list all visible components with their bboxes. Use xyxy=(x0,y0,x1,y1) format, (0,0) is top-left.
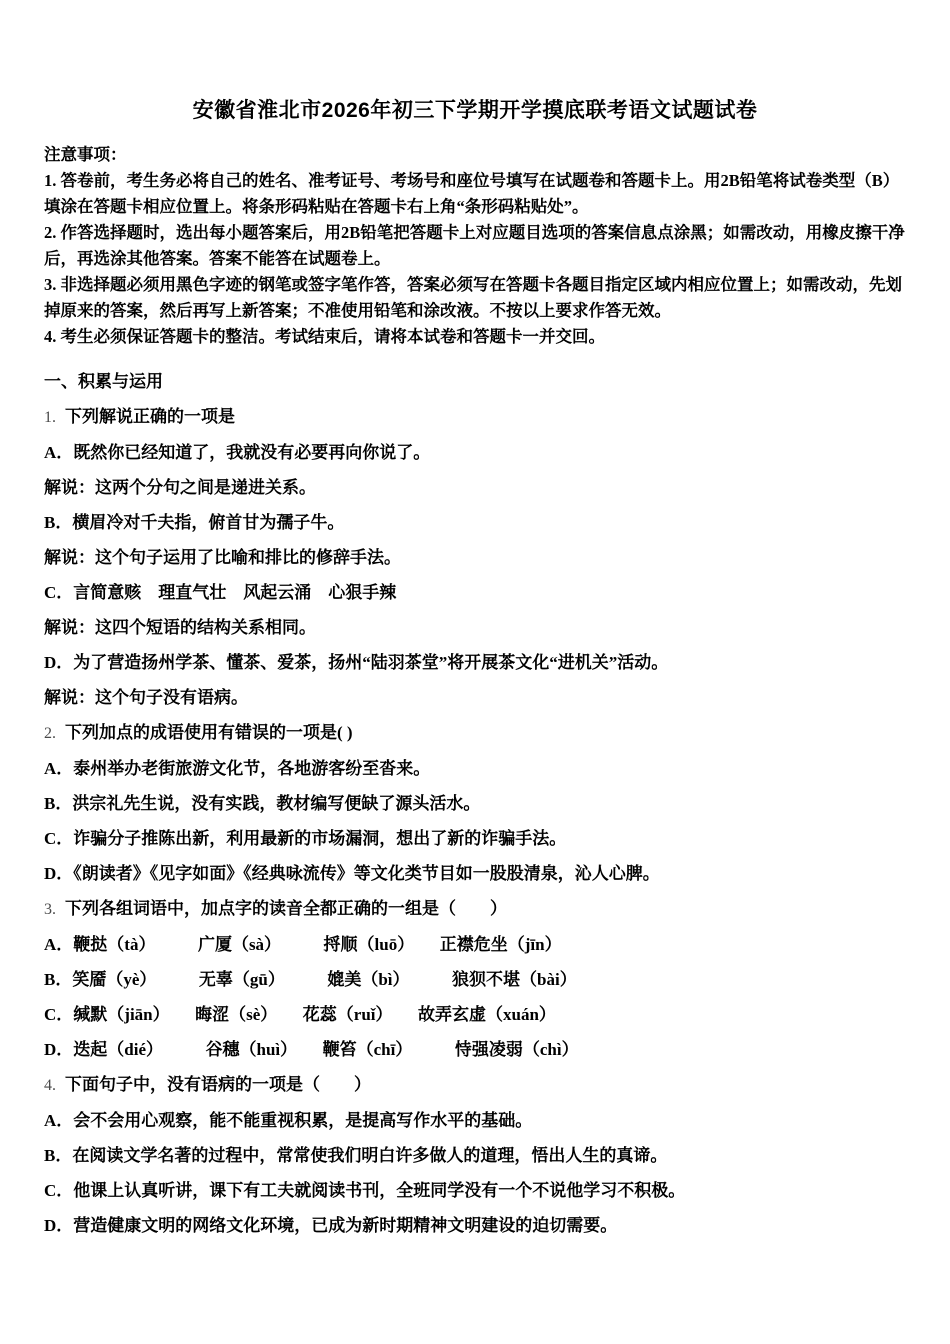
notice-item: 1. 答卷前，考生务必将自己的姓名、准考证号、考场号和座位号填写在试题卷和答题卡上。用2B铅笔将试卷类型（B）填涂在答题卡相应位置上。将条形码粘贴在答题卡右上角“条形码粘贴处”。 xyxy=(44,171,900,216)
question-1-option-c xyxy=(44,575,906,610)
option-text: 洪宗礼先生说，没有实践，教材编写便缺了源头活水。 xyxy=(72,794,481,813)
option-text: 泰州举办老街旅游文化节，各地游客纷至沓来。 xyxy=(73,759,431,778)
question-4-stem xyxy=(44,1067,906,1103)
notice-section xyxy=(44,142,906,350)
option-label: A． xyxy=(44,759,74,778)
question-1-explanation-a xyxy=(44,470,906,505)
option-text: 鞭挞（tà） 广厦（sà） 捋顺（luō） 正襟危坐（jīn） xyxy=(73,935,562,954)
option-text: 言简意赅 理直气壮 风起云涌 心狠手辣 xyxy=(73,583,397,602)
option-label: B． xyxy=(44,513,73,532)
question-stem-text: 下面句子中，没有语病的一项是（ ） xyxy=(65,1075,371,1094)
page-title: 安徽省淮北市2026年初三下学期开学摸底联考语文试题试卷 xyxy=(192,99,758,122)
question-3-option-a xyxy=(44,927,906,962)
question-2-stem xyxy=(44,715,906,751)
notice-item: 4. 考生必须保证答题卡的整洁。考试结束后，请将本试卷和答题卡一并交回。 xyxy=(44,327,605,346)
option-label: A． xyxy=(44,443,74,462)
option-label: D． xyxy=(44,1216,74,1235)
option-text: 诈骗分子推陈出新，利用最新的市场漏洞，想出了新的诈骗手法。 xyxy=(73,829,567,848)
question-stem-text: 下列解说正确的一项是 xyxy=(65,407,235,426)
question-4-option-b xyxy=(44,1138,906,1173)
option-label: B． xyxy=(44,970,73,989)
option-label: A． xyxy=(44,1111,74,1130)
question-3-option-d xyxy=(44,1032,906,1067)
option-text: 横眉冷对千夫指，俯首甘为孺子牛。 xyxy=(72,513,345,532)
option-label: D． xyxy=(44,653,74,672)
option-label: C． xyxy=(44,583,74,602)
question-stem-text: 下列加点的成语使用有错误的一项是( ) xyxy=(65,723,353,742)
option-label: A． xyxy=(44,935,74,954)
explanation-text: 解说：这四个短语的结构关系相同。 xyxy=(44,618,316,637)
option-label: C． xyxy=(44,1005,74,1024)
question-number: 4. xyxy=(44,1077,56,1094)
option-label: C． xyxy=(44,1181,74,1200)
option-label: D． xyxy=(44,864,74,883)
question-3-stem xyxy=(44,891,906,927)
notice-item: 2. 作答选择题时，选出每小题答案后，用2B铅笔把答题卡上对应题目选项的答案信息点涂黑；如需改动，用橡皮擦干净后，再选涂其他答案。答案不能答在试题卷上。 xyxy=(44,223,905,268)
question-1-option-d xyxy=(44,645,906,680)
question-2-option-d xyxy=(44,856,906,891)
option-text: 为了营造扬州学茶、懂茶、爱茶，扬州“陆羽茶堂”将开展茶文化“进机关”活动。 xyxy=(73,653,669,672)
option-text: 他课上认真听讲，课下有工夫就阅读书刊，全班同学没有一个不说他学习不积极。 xyxy=(73,1181,686,1200)
question-1-explanation-c xyxy=(44,610,906,645)
question-number: 3. xyxy=(44,901,56,918)
option-text: 笑靥（yè） 无辜（gū） 媲美（bì） 狼狈不堪（bài） xyxy=(72,970,577,989)
question-3-option-c xyxy=(44,997,906,1032)
question-4-option-d xyxy=(44,1208,906,1243)
option-label: B． xyxy=(44,1146,73,1165)
question-number: 2. xyxy=(44,725,56,742)
option-text: 缄默（jiān） 晦涩（sè） 花蕊（ruǐ） 故弄玄虚（xuán） xyxy=(73,1005,556,1024)
questions-section xyxy=(44,364,906,1243)
option-text: 在阅读文学名著的过程中，常常使我们明白许多做人的道理，悟出人生的真谛。 xyxy=(72,1146,668,1165)
option-label: B． xyxy=(44,794,73,813)
question-2-option-b xyxy=(44,786,906,821)
explanation-text: 解说：这个句子没有语病。 xyxy=(44,688,248,707)
question-2-option-a xyxy=(44,751,906,786)
question-1-explanation-b xyxy=(44,540,906,575)
question-1-explanation-d xyxy=(44,680,906,715)
question-2-option-c xyxy=(44,821,906,856)
question-1-option-b xyxy=(44,505,906,540)
option-text: 会不会用心观察，能不能重视积累，是提高写作水平的基础。 xyxy=(73,1111,533,1130)
question-4-option-a xyxy=(44,1103,906,1138)
option-text: 既然你已经知道了，我就没有必要再向你说了。 xyxy=(73,443,431,462)
question-1-option-a xyxy=(44,435,906,470)
option-text: 《朗读者》《见字如面》《经典咏流传》等文化类节目如一股股清泉，沁人心脾。 xyxy=(73,864,660,883)
notice-heading: 注意事项： xyxy=(44,145,127,164)
notice-item: 3. 非选择题必须用黑色字迹的钢笔或签字笔作答，答案必须写在答题卡各题目指定区域内相应位置上；如需改动，先划掉原来的答案，然后再写上新答案；不准使用铅笔和涂改液。不按以上要求作答无效。 xyxy=(44,275,902,320)
question-number: 1. xyxy=(44,409,56,426)
question-stem-text: 下列各组词语中，加点字的读音全都正确的一组是（ ） xyxy=(65,899,507,918)
option-label: C． xyxy=(44,829,74,848)
question-3-option-b xyxy=(44,962,906,997)
question-4-option-c xyxy=(44,1173,906,1208)
option-label: D． xyxy=(44,1040,74,1059)
option-text: 迭起（dié） 谷穗（huì） 鞭笞（chī） 恃强凌弱（chì） xyxy=(73,1040,579,1059)
explanation-text: 解说：这两个分句之间是递进关系。 xyxy=(44,478,316,497)
explanation-text: 解说：这个句子运用了比喻和排比的修辞手法。 xyxy=(44,548,401,567)
question-1-stem xyxy=(44,399,906,435)
option-text: 营造健康文明的网络文化环境，已成为新时期精神文明建设的迫切需要。 xyxy=(73,1216,618,1235)
section-heading: 一、积累与运用 xyxy=(44,372,163,391)
